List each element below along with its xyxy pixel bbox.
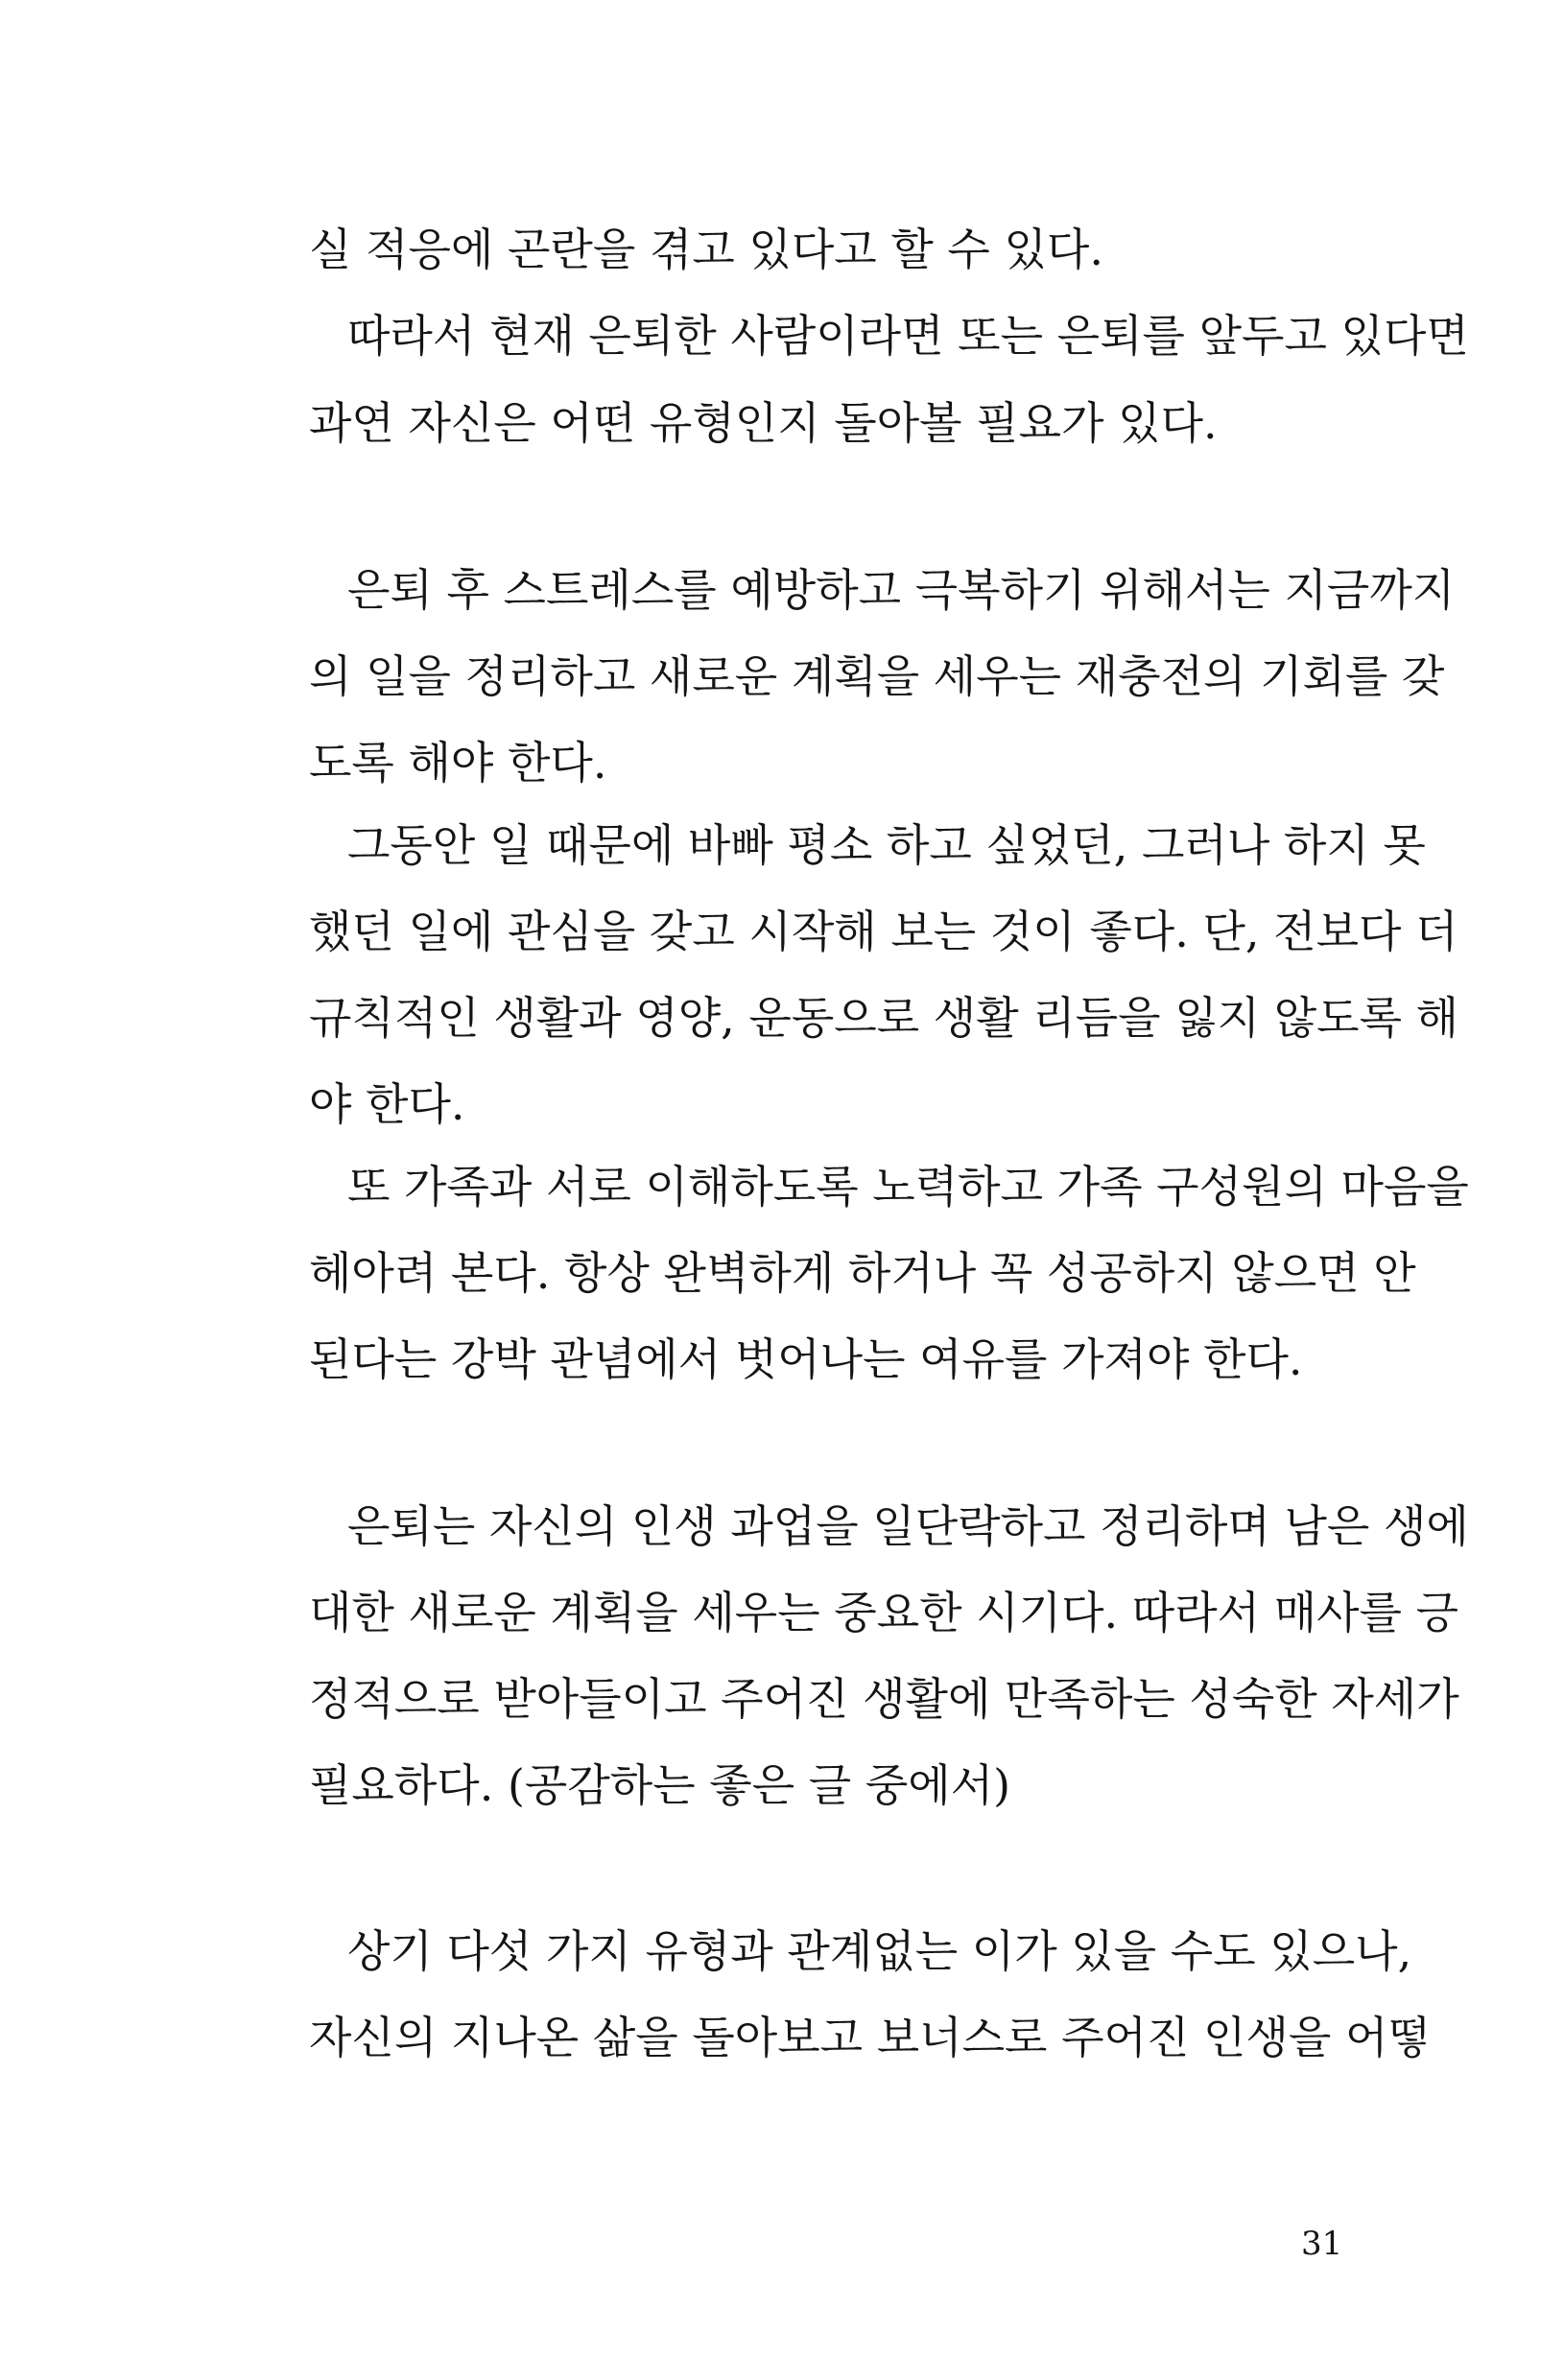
text-line: 필요하다. (공감하는 좋은 글 중에서) bbox=[309, 1759, 1011, 1811]
text-line: 야 한다. bbox=[309, 1078, 465, 1130]
text-line: 과연 자신은 어떤 유형인지 돌아볼 필요가 있다. bbox=[309, 397, 1218, 449]
text-line: 따라서 현재 은퇴한 사람이라면 또는 은퇴를 앞두고 있다면 bbox=[347, 310, 1469, 362]
text-line: 실 적응에 곤란을 겪고 있다고 할 수 있다. bbox=[309, 224, 1103, 275]
text-line: 상기 다섯 가지 유형과 관계없는 이가 있을 수도 있으나, bbox=[347, 1925, 1412, 1977]
text-line: 헤아려 본다. 항상 완벽하게 하거나 꼭 성공하지 않으면 안 bbox=[309, 1247, 1416, 1299]
text-line: 자신의 지나온 삶을 돌아보고 보너스로 주어진 인생을 어떻 bbox=[309, 2012, 1431, 2063]
text-line: 했던 일에 관심을 갖고 시작해 보는 것이 좋다. 단, 전보다 더 bbox=[309, 906, 1458, 957]
text-line: 정적으로 받아들이고 주어진 생활에 만족하는 성숙한 자세가 bbox=[309, 1673, 1459, 1725]
text-line: 된다는 강박 관념에서 벗어나는 여유를 가져야 한다. bbox=[309, 1333, 1303, 1385]
text-line: 또 가족과 서로 이해하도록 노력하고 가족 구성원의 마음을 bbox=[347, 1161, 1469, 1213]
text-line: 의 일을 정리하고 새로운 계획을 세우는 재충전의 기회를 갖 bbox=[309, 650, 1445, 702]
page-number: 31 bbox=[1301, 2225, 1343, 2263]
text-line: 도록 해야 한다. bbox=[309, 737, 607, 789]
text-line: 은퇴는 자신의 인생 과업을 일단락하고 정리하며 남은 생에 bbox=[347, 1500, 1469, 1552]
text-line: 규칙적인 생활과 영양, 운동으로 생활 리듬을 잃지 않도록 해 bbox=[309, 992, 1459, 1044]
text-line: 대한 새로운 계획을 세우는 중요한 시기다. 따라서 매사를 긍 bbox=[309, 1587, 1459, 1638]
text-line: 은퇴 후 스트레스를 예방하고 극복하기 위해서는 지금까지 bbox=[347, 564, 1456, 616]
text-line: 그동안 일 때문에 바빠 평소 하고 싶었던, 그러나 하지 못 bbox=[347, 819, 1426, 871]
